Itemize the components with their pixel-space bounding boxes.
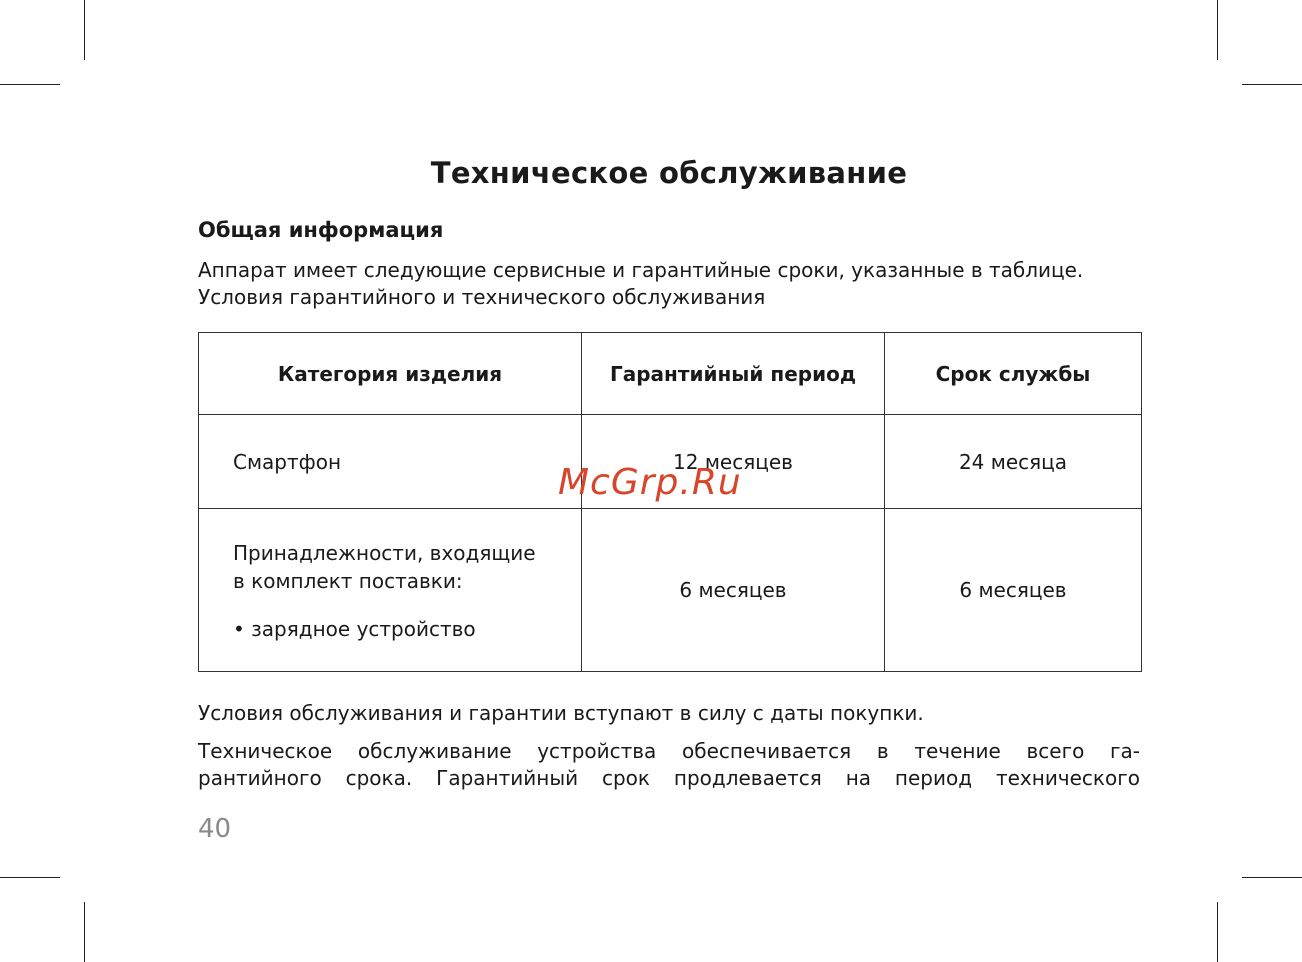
intro-text [198, 257, 1158, 311]
category-line: Принадлежности, входящие [233, 541, 536, 565]
crop-mark-top-right-vertical [1217, 0, 1218, 60]
section-heading: Общая информация [198, 218, 444, 242]
cell-warranty: 12 месяцев [582, 415, 885, 509]
paragraph-line: Техническое обслуживание устройства обеспечивается в течение всего га- [198, 739, 1140, 763]
crop-mark-bottom-right-horizontal [1242, 877, 1302, 878]
cell-warranty: 6 месяцев [582, 509, 885, 672]
table-header-row [199, 333, 1142, 415]
header-service-life: Срок службы [885, 333, 1142, 415]
crop-mark-top-left-vertical [84, 0, 85, 60]
intro-line: Условия гарантийного и технического обслуживания [198, 285, 766, 309]
header-warranty: Гарантийный период [582, 333, 885, 415]
crop-mark-bottom-left-vertical [84, 902, 85, 962]
intro-line: Аппарат имеет следующие сервисные и гарантийные сроки, указанные в таблице. [198, 258, 1084, 282]
crop-mark-bottom-right-vertical [1217, 902, 1218, 962]
paragraph-terms: Условия обслуживания и гарантии вступают в силу с даты покупки. [198, 701, 924, 725]
watermark: McGrp.Ru [558, 462, 742, 503]
crop-mark-top-right-horizontal [1242, 84, 1302, 85]
cell-service-life: 6 месяцев [885, 509, 1142, 672]
cell-category: Смартфон [199, 415, 582, 509]
crop-mark-top-left-horizontal [0, 84, 60, 85]
paragraph-line: рантийного срока. Гарантийный срок продлевается на период технического [198, 766, 1140, 790]
category-bullet: • зарядное устройство [233, 617, 476, 641]
paragraph-service [198, 738, 1140, 792]
category-line: в комплект поставки: [233, 569, 463, 593]
crop-mark-bottom-left-horizontal [0, 877, 60, 878]
header-category: Категория изделия [199, 333, 582, 415]
cell-service-life: 24 месяца [885, 415, 1142, 509]
page-title: Техническое обслуживание [430, 156, 908, 190]
table-row [199, 509, 1142, 672]
page-number: 40 [198, 814, 232, 844]
cell-category [199, 509, 582, 672]
